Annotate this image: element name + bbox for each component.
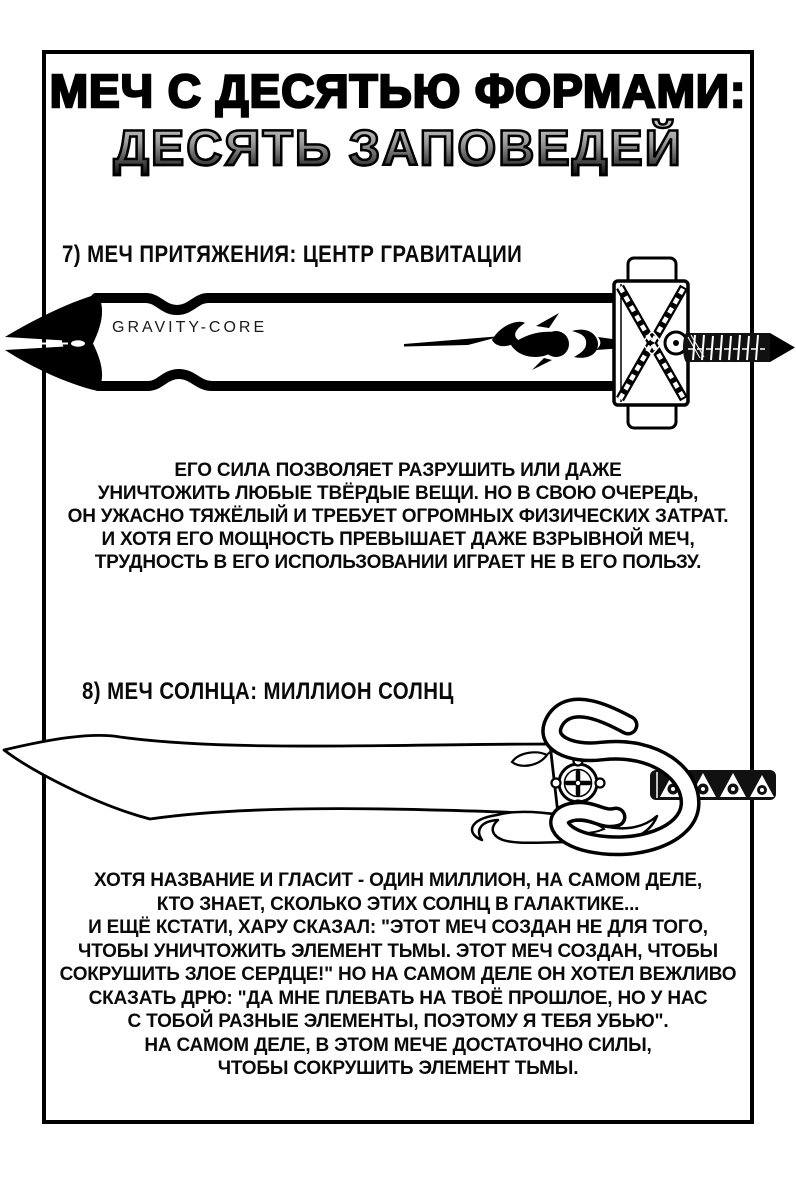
text-line: ХОТЯ НАЗВАНИЕ И ГЛАСИТ - ОДИН МИЛЛИОН, НА САМОМ ДЕЛЕ,	[94, 870, 702, 891]
sword-blade	[4, 735, 558, 819]
text-line: УНИЧТОЖИТЬ ЛЮБЫЕ ТВЁРДЫЕ ВЕЩИ. НО В СВОЮ ОЧЕРЕДЬ,	[97, 483, 699, 504]
page-title-line2: ДЕСЯТЬ ЗАПОВЕДЕЙ	[42, 119, 754, 177]
text-line: С ТОБОЙ РАЗНЫЕ ЭЛЕМЕНТЫ, ПОЭТОМУ Я ТЕБЯ УБЬЮ".	[127, 1011, 669, 1032]
text-line: ЕГО СИЛА ПОЗВОЛЯЕТ РАЗРУШИТЬ ИЛИ ДАЖЕ	[174, 460, 622, 481]
text-line: ЧТОБЫ УНИЧТОЖИТЬ ЭЛЕМЕНТ ТЬМЫ. ЭТОТ МЕЧ СОЗДАН, ЧТОБЫ	[78, 940, 718, 962]
section-8-heading: 8) МЕЧ СОЛНЦА: МИЛЛИОН СОЛНЦ	[82, 678, 454, 705]
text-line: КТО ЗНАЕТ, СКОЛЬКО ЭТИХ СОЛНЦ В ГАЛАКТИКЕ...	[156, 893, 640, 915]
gravity-sword-illustration	[0, 253, 796, 448]
text-line: НА САМОМ ДЕЛЕ, В ЭТОМ МЕЧЕ ДОСТАТОЧНО СИЛЫ,	[144, 1034, 652, 1056]
section-8-description	[0, 869, 796, 1081]
section-7-heading: 7) МЕЧ ПРИТЯЖЕНИЯ: ЦЕНТР ГРАВИТАЦИИ	[62, 241, 523, 268]
text-line: ТРУДНОСТЬ В ЕГО ИСПОЛЬЗОВАНИИ ИГРАЕТ НЕ В ЕГО ПОЛЬЗУ.	[94, 552, 702, 573]
sword-grip	[683, 332, 795, 364]
text-line: И ХОТЯ ЕГО МОЩНОСТЬ ПРЕВЫШАЕТ ДАЖЕ ВЗРЫВНОЙ МЕЧ,	[101, 529, 695, 550]
text-line: И ЕЩЁ КСТАТИ, ХАРУ СКАЗАЛ: "ЭТОТ МЕЧ СОЗДАН НЕ ДЛЯ ТОГО,	[88, 917, 708, 938]
sword-guard	[614, 258, 688, 428]
sword-pommel	[770, 333, 795, 362]
page-title-line1: МЕЧ С ДЕСЯТЬЮ ФОРМАМИ:	[49, 65, 747, 117]
blade-engraving-label: GRAVITY-CORE	[112, 319, 268, 336]
text-line: СОКРУШИТЬ ЗЛОЕ СЕРДЦЕ!" НО НА САМОМ ДЕЛЕ ОН ХОТЕЛ ВЕЖЛИВО	[59, 964, 737, 985]
text-line: СКАЗАТЬ ДРЮ: "ДА МНЕ ПЛЕВАТЬ НА ТВОЁ ПРОШЛОЕ, НО У НАС	[88, 987, 708, 1009]
sun-sword-illustration	[0, 693, 796, 868]
tip-eyelet	[71, 340, 85, 346]
section-7-description	[0, 459, 796, 574]
text-line: ЧТОБЫ СОКРУШИТЬ ЭЛЕМЕНТ ТЬМЫ.	[217, 1058, 579, 1079]
text-line: ОН УЖАСНО ТЯЖЁЛЫЙ И ТРЕБУЕТ ОГРОМНЫХ ФИЗИЧЕСКИХ ЗАТРАТ.	[67, 506, 729, 527]
